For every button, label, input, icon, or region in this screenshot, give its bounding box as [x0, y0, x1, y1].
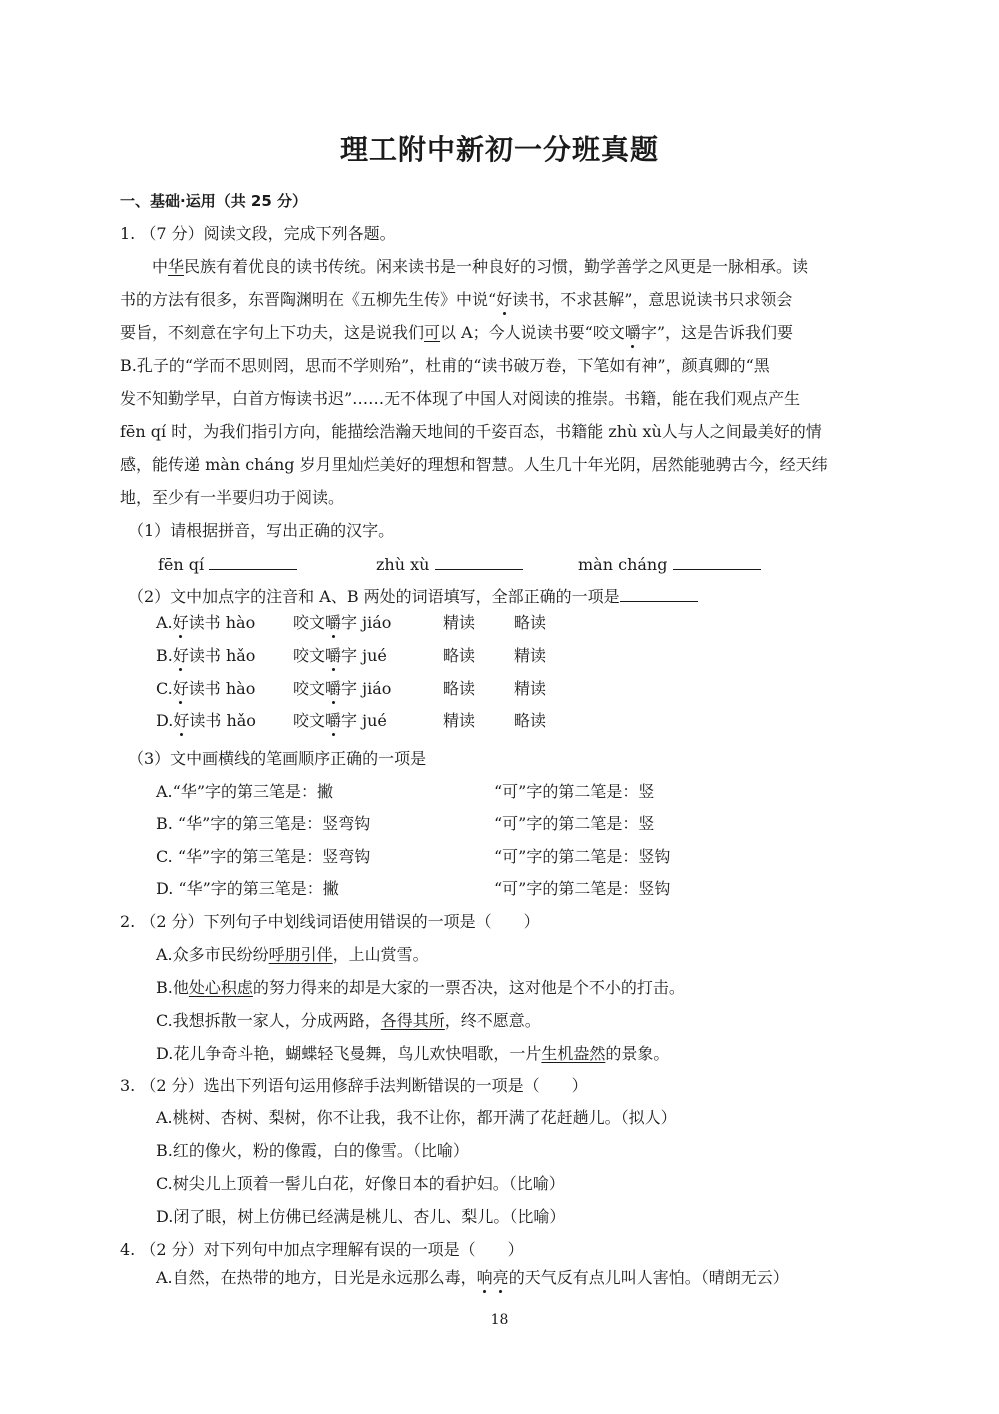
pinyin-2: jué	[362, 646, 387, 665]
dotted-char: 嚼	[325, 646, 342, 665]
underlined-phrase: 生机盎然	[541, 1044, 606, 1063]
option-a-word: 精读	[443, 613, 476, 632]
option-text: 的努力得来的却是大家的一票否决，这对他是个不小的打击。	[252, 978, 685, 997]
q1-sub1-stem: （1）请根据拼音，写出正确的汉字。	[128, 521, 395, 540]
q2-option-a[interactable]	[156, 945, 429, 965]
section-heading: 一、基础·运用（共 25 分）	[120, 192, 308, 210]
option-text: C.我想拆散一家人，分成两路，	[156, 1011, 381, 1030]
pinyin-2: jué	[362, 711, 387, 730]
option-letter: A.好读书 hào	[156, 613, 256, 632]
option-text: A.自然，在热带的地方，日光是永远那么毒，	[156, 1268, 477, 1287]
pinyin-1: hǎo	[226, 711, 256, 730]
dotted-char: 亮	[492, 1268, 509, 1287]
q1-sub3-stem: （3）文中画横线的笔画顺序正确的一项是	[128, 749, 427, 768]
option-letter-text: C.	[156, 679, 173, 698]
q3-option-b[interactable]: B.红的像火，粉的像霞，白的像雪。（比喻）	[156, 1141, 469, 1160]
pinyin-1: hào	[225, 613, 256, 632]
passage-line-3: 要旨，不刻意在字句上下功夫，这是说我们可以 A；今人说读书要“咬文嚼字”，这是告诉我们要	[120, 323, 794, 342]
option-right: “可”字的第二笔是：竖	[494, 782, 655, 801]
q2-option-c[interactable]	[156, 1011, 541, 1031]
pinyin-label: fēn qí	[158, 555, 205, 574]
passage-line-8: 地，至少有一半要归功于阅读。	[120, 488, 345, 507]
option-letter-text: A.	[156, 613, 173, 632]
q4-option-a[interactable]	[156, 1268, 789, 1288]
dotted-char: 好	[172, 679, 189, 698]
underlined-hua: 华	[168, 257, 185, 276]
pinyin-1: hǎo	[225, 646, 256, 665]
dotted-char: 好	[496, 290, 513, 309]
answer-blank[interactable]	[620, 585, 698, 602]
question-4-stem: 4. （2 分）对下列句中加点字理解有误的一项是（ ）	[120, 1240, 524, 1259]
pinyin-blank-3	[578, 553, 761, 575]
option-letter-text: D.	[156, 711, 174, 730]
dotted-char: 好	[173, 711, 190, 730]
option-word-2: 咬文嚼字 jué	[293, 711, 387, 730]
dotted-char: 嚼	[325, 711, 342, 730]
answer-blank[interactable]	[673, 553, 761, 570]
option-left: B. “华”字的第三笔是：竖弯钩	[156, 814, 371, 833]
option-b-word: 精读	[514, 679, 547, 698]
passage-line-4: B.孔子的“学而不思则罔，思而不学则殆”，杜甫的“读书破万卷，下笔如有神”，颜真卿的“黑	[120, 356, 770, 375]
option-left: A.“华”字的第三笔是：撇	[156, 782, 334, 801]
underlined-ke: 可	[424, 323, 441, 342]
pinyin-blank-2	[376, 553, 523, 575]
option-text: D.花儿争奇斗艳，蝴蝶轻飞曼舞，鸟儿欢快唱歌，一片	[156, 1044, 542, 1063]
dotted-char: 响	[476, 1268, 493, 1287]
q3-option-d[interactable]: D.闭了眼，树上仿佛已经满是桃儿、杏儿、梨儿。（比喻）	[156, 1207, 566, 1226]
option-right: “可”字的第二笔是：竖钩	[494, 847, 671, 866]
answer-blank[interactable]	[209, 553, 297, 570]
q3-option-c[interactable]: C.树尖儿上顶着一髻儿白花，好像日本的看护妇。（比喻）	[156, 1174, 565, 1193]
option-word-2: 咬文嚼字 jué	[293, 646, 387, 665]
passage-line-5: 发不知勤学早，白首方悔读书迟”……无不体现了中国人对阅读的推崇。书籍，能在我们观点产生	[120, 389, 801, 408]
q2-option-b[interactable]	[156, 978, 685, 998]
pinyin-label: màn cháng	[578, 555, 668, 574]
option-text: ，终不愿意。	[444, 1011, 541, 1030]
q2-option-d[interactable]	[156, 1044, 669, 1064]
underlined-phrase: 各得其所	[380, 1011, 445, 1030]
underlined-phrase: 呼朋引伴	[268, 945, 333, 964]
dotted-char: 嚼	[624, 323, 641, 342]
passage-line-7: 感，能传递 màn cháng 岁月里灿烂美好的理想和智慧。人生几十年光阴，居然能驰骋古今，经天纬	[120, 455, 828, 474]
option-b-word: 精读	[514, 646, 547, 665]
question-3-stem: 3. （2 分）选出下列语句运用修辞手法判断错误的一项是（ ）	[120, 1076, 588, 1095]
option-letter-text: B.	[156, 646, 173, 665]
option-letter: C.好读书 hào	[156, 679, 256, 698]
pinyin-2: jiáo	[362, 613, 392, 632]
option-text: B.他	[156, 978, 189, 997]
option-left: C. “华”字的第三笔是：竖弯钩	[156, 847, 371, 866]
passage-line-6: fēn qí 时，为我们指引方向，能描绘浩瀚天地间的千姿百态，书籍能 zhù xù人与人之间最美好的情	[120, 422, 822, 441]
page-title: 理工附中新初一分班真题	[339, 133, 659, 166]
q3-option-a[interactable]: A.桃树、杏树、梨树，你不让我，我不让你，都开满了花赶趟儿。（拟人）	[156, 1108, 677, 1127]
underlined-phrase: 处心积虑	[188, 978, 253, 997]
question-1-stem: 1. （7 分）阅读文段，完成下列各题。	[120, 224, 396, 243]
question-2-stem: 2. （2 分）下列句子中划线词语使用错误的一项是（ ）	[120, 912, 540, 931]
pinyin-2: jiáo	[362, 679, 392, 698]
option-text: A.众多市民纷纷	[156, 945, 269, 964]
dotted-char: 嚼	[325, 679, 342, 698]
option-text: 的天气反有点儿叫人害怕。（晴朗无云）	[508, 1268, 789, 1287]
pinyin-label: zhù xù	[376, 555, 430, 574]
option-right: “可”字的第二笔是：竖钩	[494, 879, 671, 898]
option-word-2: 咬文嚼字 jiáo	[293, 679, 392, 698]
option-letter: B.好读书 hǎo	[156, 646, 256, 665]
dotted-char: 好	[172, 613, 189, 632]
q1-sub2-text: （2）文中加点字的注音和 A、B 两处的词语填写，全部正确的一项是	[128, 587, 620, 606]
option-text: ，上山赏雪。	[332, 945, 429, 964]
q1-sub2-stem	[128, 585, 698, 607]
option-text: 的景象。	[605, 1044, 670, 1063]
pinyin-1: hào	[225, 679, 256, 698]
option-left: D. “华”字的第三笔是：撇	[156, 879, 339, 898]
passage-line-1: 中华民族有着优良的读书传统。闲来读书是一种良好的习惯，勤学善学之风更是一脉相承。读	[152, 257, 809, 276]
pinyin-blank-1	[158, 553, 297, 575]
page-number: 18	[490, 1312, 509, 1328]
option-a-word: 略读	[443, 646, 476, 665]
option-b-word: 略读	[514, 711, 547, 730]
option-a-word: 略读	[443, 679, 476, 698]
passage-line-2: 书的方法有很多，东晋陶渊明在《五柳先生传》中说“好读书，不求甚解”，意思说读书只求领会	[120, 290, 793, 309]
dotted-char: 嚼	[325, 613, 342, 632]
option-right: “可”字的第二笔是：竖	[494, 814, 655, 833]
option-a-word: 精读	[443, 711, 476, 730]
option-word-2: 咬文嚼字 jiáo	[293, 613, 392, 632]
answer-blank[interactable]	[435, 553, 523, 570]
option-b-word: 略读	[514, 613, 547, 632]
dotted-char: 好	[172, 646, 189, 665]
option-letter: D.好读书 hǎo	[156, 711, 256, 730]
